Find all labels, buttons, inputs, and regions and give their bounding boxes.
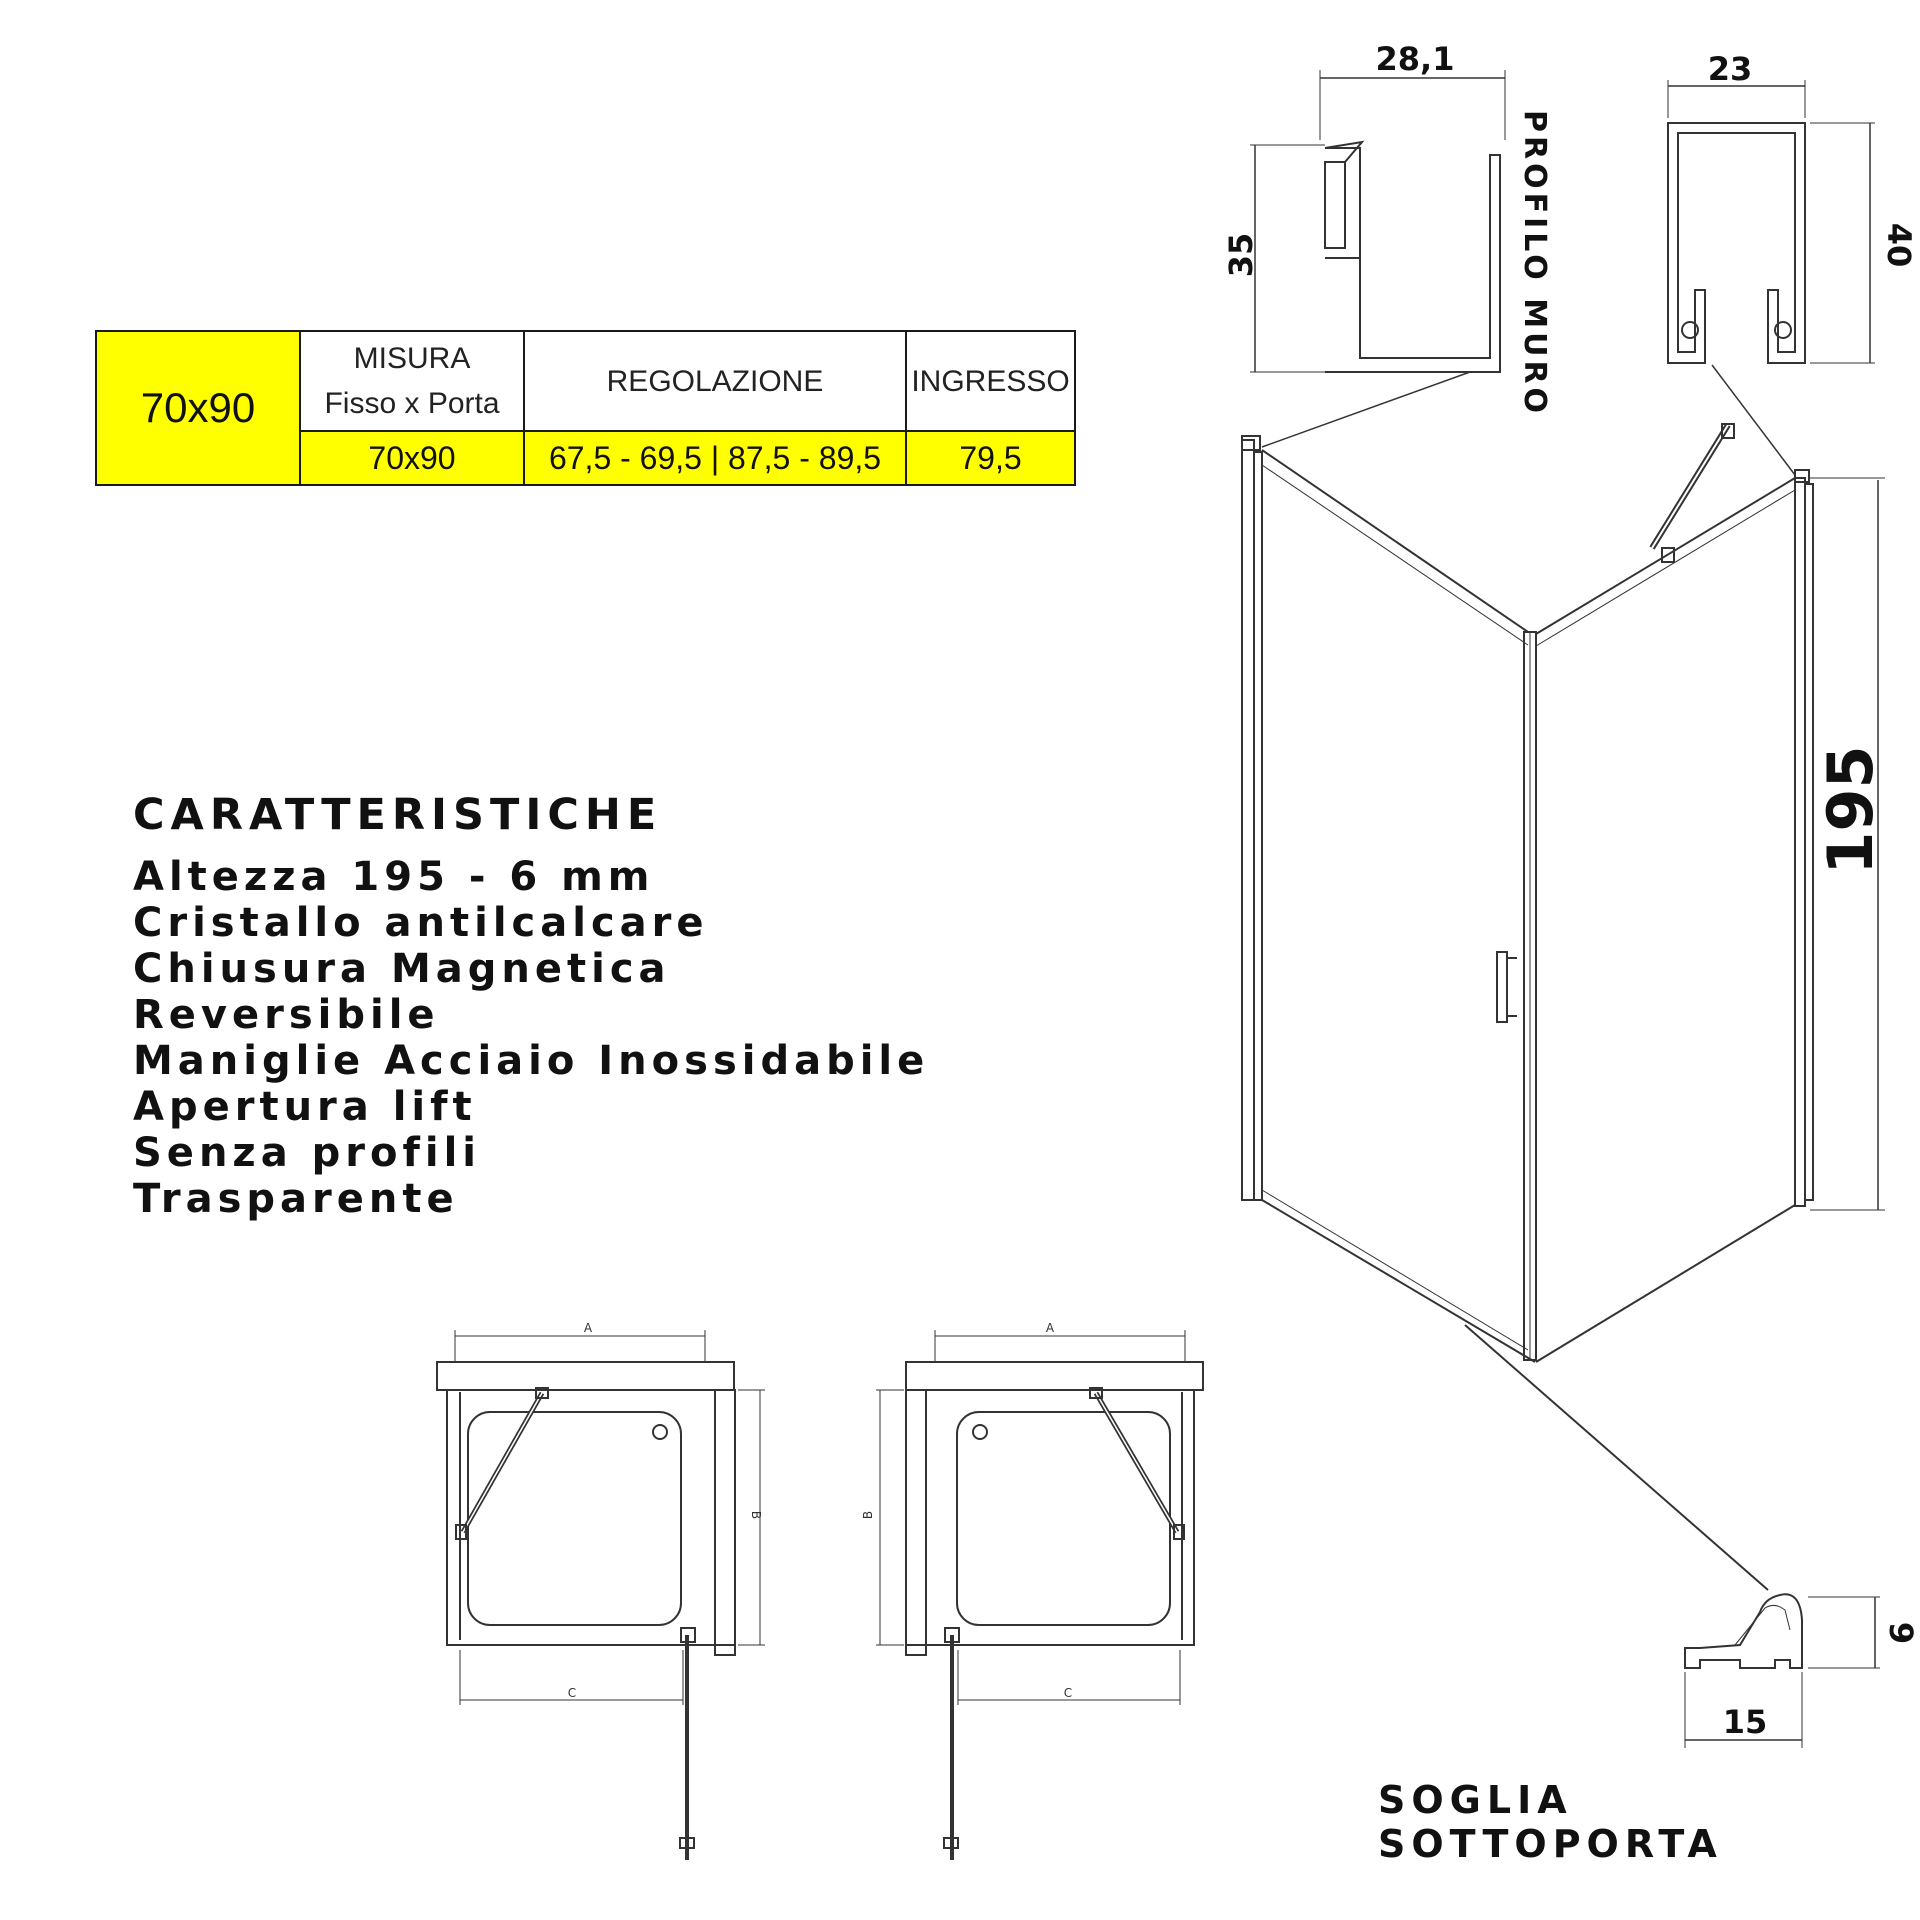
plan-left-dim-b: B — [749, 1510, 763, 1520]
right-profile-width: 23 — [1707, 50, 1753, 88]
feature-item: Reversibile — [133, 992, 440, 1038]
leader-line-threshold — [1465, 1325, 1768, 1590]
feature-item: Cristallo antilcalcare — [133, 900, 709, 946]
plan-view-right — [861, 1321, 1203, 1860]
plan-right-dim-a: A — [1045, 1321, 1055, 1335]
misura-header-line1: MISURA — [353, 342, 471, 375]
wall-profile-drawing — [1222, 40, 1552, 417]
plan-right-dim-b: B — [861, 1510, 875, 1520]
plan-left-dim-c: C — [567, 1686, 577, 1700]
enclosure-height: 195 — [1814, 745, 1887, 875]
feature-item: Trasparente — [133, 1176, 459, 1222]
misura-value: 70x90 — [300, 431, 524, 485]
regolazione-header: REGOLAZIONE — [524, 331, 906, 431]
features-title: CARATTERISTICHE — [133, 790, 663, 840]
threshold-label: SOGLIA SOTTOPORTA — [1378, 1778, 1723, 1866]
ingresso-header: INGRESSO — [906, 331, 1075, 431]
plan-left-dim-a: A — [583, 1321, 593, 1335]
regolazione-value: 67,5 - 69,5 | 87,5 - 89,5 — [524, 431, 906, 485]
threshold-height: 9 — [1882, 1621, 1920, 1645]
feature-item: Senza profili — [133, 1130, 481, 1176]
ingresso-value: 79,5 — [906, 431, 1075, 485]
plan-view-left — [437, 1321, 765, 1860]
enclosure-drawing — [1242, 424, 1887, 1362]
leader-line-wall — [1262, 372, 1470, 447]
right-profile-height: 40 — [1880, 222, 1918, 268]
wall-profile-height: 35 — [1222, 232, 1260, 278]
model-cell: 70x90 — [96, 331, 300, 485]
feature-item: Maniglie Acciaio Inossidabile — [133, 1038, 930, 1084]
wall-profile-width: 28,1 — [1375, 40, 1455, 78]
right-profile-drawing — [1668, 50, 1918, 363]
misura-header-line2: Fisso x Porta — [324, 387, 500, 420]
plan-right-dim-c: C — [1063, 1686, 1073, 1700]
feature-item: Apertura lift — [133, 1084, 477, 1130]
wall-profile-label: PROFILO MURO — [1517, 110, 1552, 418]
threshold-width: 15 — [1722, 1703, 1768, 1741]
leader-line-right — [1712, 365, 1795, 475]
threshold-drawing — [1685, 1594, 1920, 1748]
feature-item: Altezza 195 - 6 mm — [133, 854, 655, 900]
feature-item: Chiusura Magnetica — [133, 946, 671, 992]
